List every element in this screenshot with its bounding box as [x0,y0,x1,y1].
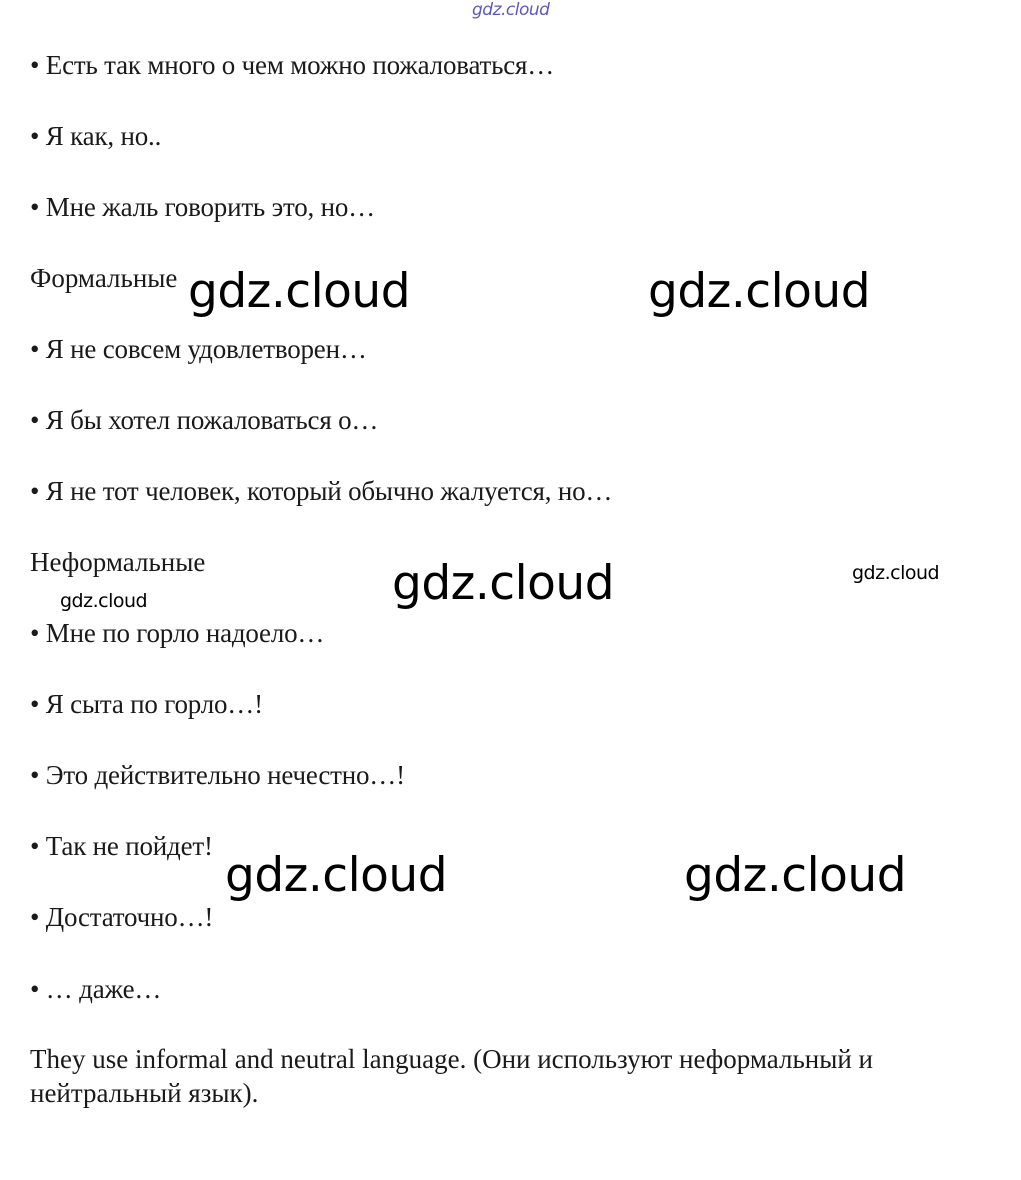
watermark: gdz.cloud [684,848,907,903]
watermark: gdz.cloud [188,264,411,319]
watermark: gdz.cloud [392,556,615,611]
list-item: • Мне по горло надоело… [30,618,325,648]
watermark: gdz.cloud [225,848,448,903]
watermark: gdz.cloud [60,590,148,612]
list-item: • Я не тот человек, который обычно жалуется, но… [30,476,613,506]
list-item: • Мне жаль говорить это, но… [30,192,375,222]
watermark: gdz.cloud [648,264,871,319]
list-item: • … даже… [30,974,162,1004]
list-item: • Я как, но.. [30,121,162,151]
list-item: • Так не пойдет! [30,831,213,861]
section-heading-informal: Неформальные [30,547,206,577]
watermark: gdz.cloud [852,562,940,584]
conclusion-paragraph: They use informal and neutral language. (Они используют неформальный и нейтральный язык). [30,1044,873,1108]
list-item: • Я бы хотел пожаловаться о… [30,405,379,435]
list-item: • Достаточно…! [30,902,214,932]
watermark-top: gdz.cloud [472,0,550,20]
list-item: • Я сыта по горло…! [30,689,263,719]
list-item: • Я не совсем удовлетворен… [30,334,367,364]
list-item: • Есть так много о чем можно пожаловаться… [30,50,555,80]
list-item: • Это действительно нечестно…! [30,760,405,790]
section-heading-formal: Формальные [30,263,178,293]
